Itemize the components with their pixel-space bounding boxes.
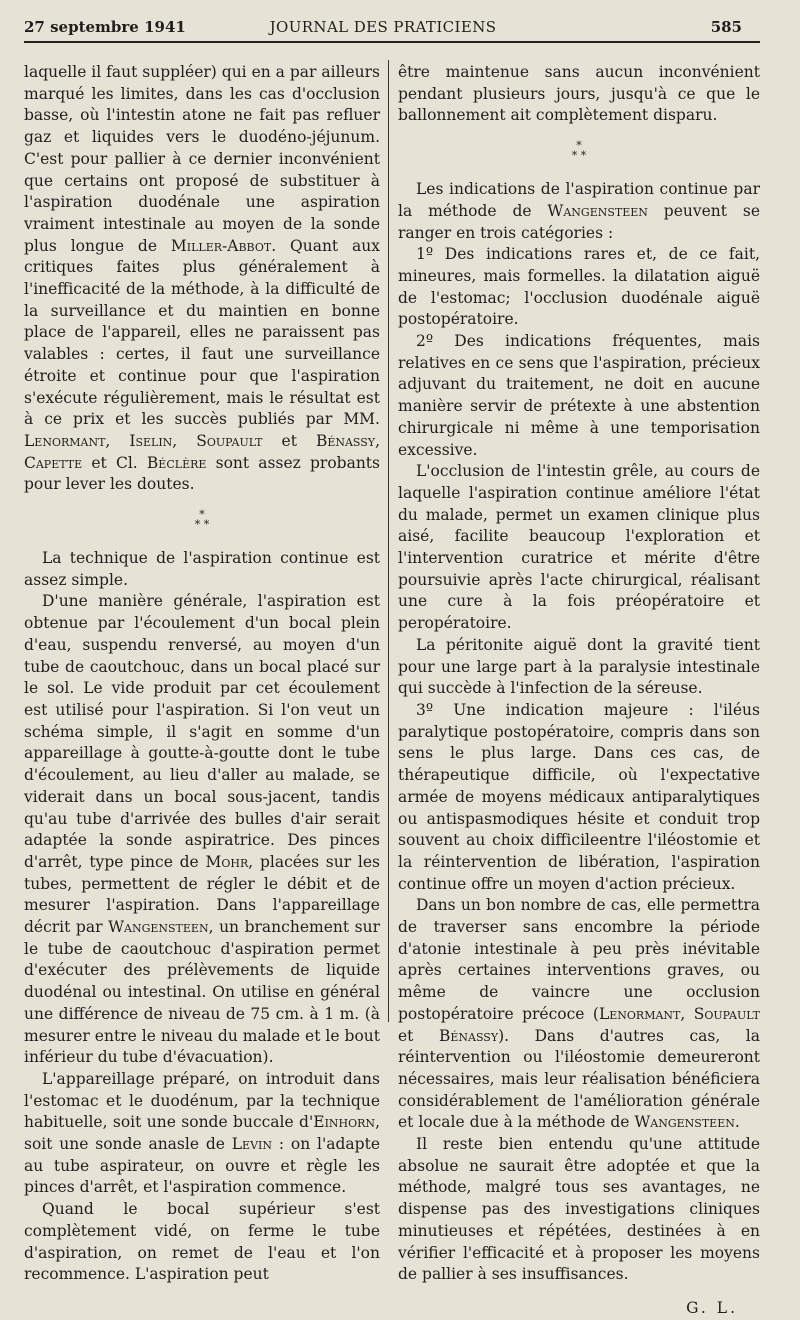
author-name: Levin [231,1135,273,1154]
text-run: D'une manière générale, l'aspiration est obtenue par l'écoulement d'un bocal plein d'eau, suspendu renversé, au moyen d'un tube de caoutchouc, dans un bocal placé sur le sol. Le vide produit par cet écoulement est utilisé pour l'aspiration. Si l'on veut un schéma simple, il s'agit en somme d'un appareillage à goutte-à-goutte dont le tube d'écoulement, au lieu d'aller au malade, se viderait dans un bocal sous-jacent, tandis qu'au tube d'arrivée des bulles d'air serait adaptée la sonde aspiratrice. Des pinces d'arrêt, type pince de [24,592,380,871]
text-run: , soit une sonde anasle de [24,1113,380,1154]
paragraph: 1º Des indications rares et, de ce fait, mineures, mais formelles. la dilatation aiguë de l'estomac; l'occlusion duodénale aiguë postopératoire. [398,245,760,329]
paragraph [24,62,380,496]
author-name: Lenormant, Soupault [598,1004,761,1023]
text-run: laquelle il faut suppléer) qui en a par ailleurs marqué les limites, dans les cas d'occlusion basse, où l'intestin atone ne fait pas refluer gaz et liquides vers le duodéno-jéjunum. C'est pour pallier à ce dernier inconvénient que certains ont proposé de substituer à l'aspiration duodénale une aspiration vraiment intestinale au moyen de la sonde plus longue de [24,63,380,255]
author-name: Wangensteen [108,918,209,937]
issue-date: 27 septembre 1941 [24,18,186,36]
page-number: 585 [710,18,742,36]
text-run: ). Dans d'autres cas, la réintervention ou l'iléostomie demeureront nécessaires, mais leur réalisation bénéficiera considérablement de l'amélioration générale et locale due à la méthode de [398,1026,760,1132]
author-name: Mohr [205,852,249,871]
author-name: Wangensteen [547,201,648,220]
journal-title: JOURNAL DES PRATICIENS [269,18,497,36]
paragraph: être maintenue sans aucun inconvénient pendant plusieurs jours, jusqu'à ce que le ballonnement ait complètement disparu. [398,63,760,125]
paragraph: 3º Une indication majeure : l'iléus paralytique postopératoire, compris dans son sens le plus large. Dans ces cas, de thérapeutique difficile, où l'expectative armée de moyens médicaux antiparalytiques ou antispasmodiques hésite et conduit trop souvent au choix difficileentre l'iléostomie et la réintervention de libération, l'aspiration continue offre un moyen d'action précieux. [398,700,760,893]
author-name: Bénassy [438,1026,499,1045]
paragraph: La technique de l'aspiration continue est assez simple. [24,549,380,589]
text-run: : on l'adapte au tube aspirateur, on ouvre et règle les pinces d'arrêt, et l'aspiration commence. [24,1135,380,1197]
text-run: Les indications de l'aspiration continue par la méthode de [398,180,760,220]
left-column [24,62,380,1286]
text-run: . Quant aux critiques faites plus généralement à l'inefficacité de la méthode, à la difficulté de la surveillance et du maintien en bonne place de l'appareil, elles ne paraissent pas valables : certes, il faut une surveillance étroite et continue pour que l'aspiration s'exécute régulièrement, mais le résultat est à ce prix et les succès publiés par MM. [24,236,380,429]
running-header [24,18,742,42]
header-rule [24,41,760,43]
text-run: . [734,1113,740,1132]
text-run: et [262,431,316,450]
author-name: Bénassy, Capette [24,431,380,472]
author-signature: G. L. [686,1298,738,1317]
text-run: , placées sur les tubes, permettent de régler le débit et de mesurer l'aspiration. Dans l'appareillage décrit par [24,852,380,937]
section-separator [398,141,760,161]
paragraph: Quand le bocal supérieur s'est complètement vidé, on ferme le tube d'aspiration, on remet de l'eau et l'on recommence. L'aspiration peut [24,1200,380,1284]
paragraph: Il reste bien entendu qu'une attitude absolue ne saurait être adoptée et que la méthode, malgré tous ses avantages, ne dispense pas des investigations cliniques minutieuses et répétées, destinées à en vérifier l'efficacité et à proposer les moyens de pallier à ses insuffisances. [398,1135,760,1284]
text-run: sont assez probants pour lever les doutes. [24,453,380,494]
paragraph: L'occlusion de l'intestin grêle, au cours de laquelle l'aspiration continue améliore l'état du malade, permet un examen clinique plus aisé, facilite beaucoup l'exploration et l'intervention curatrice et mérite d'être poursuivie après l'acte chirurgical, réalisant une cure à la fois préopératoire et peropératoire. [398,462,760,633]
right-column [398,62,760,1320]
author-name: Einhorn [313,1113,376,1132]
asterism-bottom: * * [194,518,210,532]
author-name: Wangensteen [634,1113,735,1132]
asterism-top: * [576,139,582,153]
paragraph [398,179,760,244]
text-run: , un branchement sur le tube de caoutchouc d'aspiration permet d'exécuter des prélèvements de liquide duodénal ou intestinal. On utilise en général une différence de niveau de 75 cm. à 1 m. (à mesurer entre le niveau du malade et le bout inférieur du tube d'évacuation). [24,918,380,1067]
paragraph [24,591,380,1068]
paragraph: La péritonite aiguë dont la gravité tient pour une large part à la paralysie intestinale qui succède à l'infection de la séreuse. [398,635,760,698]
text-run: et [398,1026,439,1045]
author-name: Lenormant, Iselin, Soupault [24,431,263,450]
paragraph [398,895,760,1134]
text-run: Dans un bon nombre de cas, elle permettra de traverser sans encombre la période d'atonie intestinale à peu près inévitable après certaines interventions graves, ou même de vaincre une occlusion postopératoire précoce ( [398,896,760,1023]
column-divider [388,60,389,1022]
asterism-top: * [199,508,205,522]
paragraph [24,1069,380,1199]
text-run: peuvent se ranger en trois catégories : [398,201,760,242]
paragraph: 2º Des indications fréquentes, mais relatives en ce sens que l'aspiration, précieux adjuvant du traitement, ne doit en aucune manière servir de prétexte à une abstention chirurgicale ni même à une temporisation excessive. [398,332,760,459]
text-run: et Cl. [82,453,147,472]
text-run: L'appareillage préparé, on introduit dans l'estomac et le duodénum, par la technique habituelle, soit une sonde buccale d' [24,1069,380,1132]
author-name: Béclère [146,453,207,472]
section-separator [24,510,380,530]
asterism-bottom: * * [571,149,587,163]
author-name: Miller-Abbot [170,236,272,255]
